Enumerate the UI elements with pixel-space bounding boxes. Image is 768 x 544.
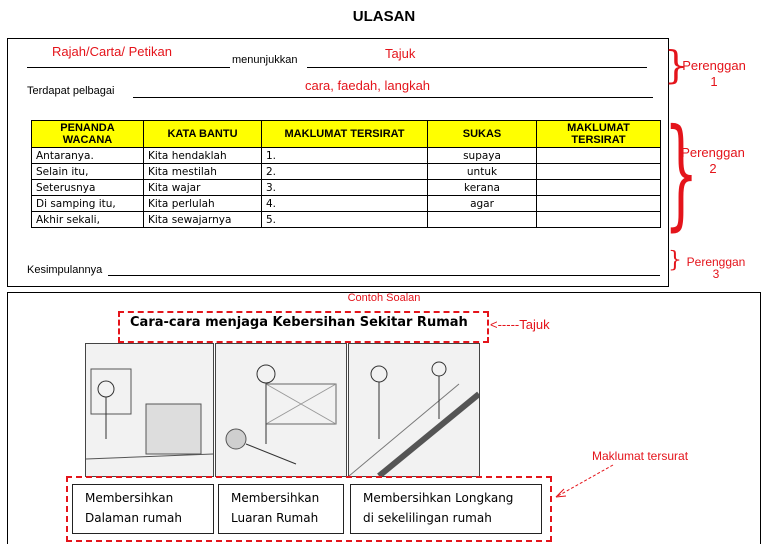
- brace-icon: }: [664, 43, 689, 87]
- cell: Kita perlulah: [144, 196, 262, 212]
- label-rajah: Rajah/Carta/ Petikan: [52, 44, 172, 59]
- table-row: [32, 180, 661, 196]
- blank-line: [108, 264, 660, 276]
- contoh-header: Contoh Soalan: [347, 292, 421, 304]
- cell: supaya: [428, 148, 537, 164]
- cell: [428, 212, 537, 228]
- cell: [537, 180, 661, 196]
- label-terdapat: Terdapat pelbagai: [27, 85, 115, 97]
- cell: [537, 164, 661, 180]
- table-row: [32, 212, 661, 228]
- cell: Antaranya.: [32, 148, 144, 164]
- topic-text: Cara-cara menjaga Kebersihan Sekitar Rumah: [130, 315, 468, 330]
- header-sukas: SUKAS: [428, 121, 537, 148]
- cell: [537, 212, 661, 228]
- pointer-arrow-icon: [548, 462, 618, 502]
- header-kata-bantu: KATA BANTU: [144, 121, 262, 148]
- header-maklumat: MAKLUMAT TERSIRAT: [262, 121, 428, 148]
- tajuk-arrow: <-----Tajuk: [490, 317, 550, 332]
- cell: kerana: [428, 180, 537, 196]
- header-maklumat-2: MAKLUMAT TERSIRAT: [537, 121, 661, 148]
- cell: Kita sewajarnya: [144, 212, 262, 228]
- perenggan-2: Perenggan 2: [681, 145, 745, 176]
- header-penanda: PENANDA WACANA: [32, 121, 144, 148]
- cell: [537, 196, 661, 212]
- card-luaran: Membersihkan Luaran Rumah: [218, 484, 344, 534]
- maklumat-label: Maklumat tersurat: [592, 449, 689, 463]
- perenggan-1: Perenggan 1: [682, 58, 746, 89]
- brace-icon: }: [664, 104, 699, 243]
- table-row: [32, 196, 661, 212]
- label-menunjukkan: menunjukkan: [232, 54, 298, 66]
- cell: 5.: [262, 212, 428, 228]
- illustration-yard: [215, 343, 347, 477]
- cell: Di samping itu,: [32, 196, 144, 212]
- cell: Akhir sekali,: [32, 212, 144, 228]
- cell: Kita hendaklah: [144, 148, 262, 164]
- blank-line: [307, 55, 647, 68]
- illustration-living-room: [85, 343, 214, 477]
- table-row: [32, 164, 661, 180]
- cell: 4.: [262, 196, 428, 212]
- card-dalaman: Membersihkan Dalaman rumah: [72, 484, 214, 534]
- cell: Kita wajar: [144, 180, 262, 196]
- cell: untuk: [428, 164, 537, 180]
- cell: 3.: [262, 180, 428, 196]
- perenggan-3: Perenggan 3: [686, 255, 746, 281]
- label-cara: cara, faedah, langkah: [305, 78, 431, 93]
- cell: Selain itu,: [32, 164, 144, 180]
- label-kesimpulan: Kesimpulannya: [27, 264, 103, 276]
- page-title: ULASAN: [352, 8, 416, 25]
- wacana-table: [31, 120, 661, 228]
- cell: Kita mestilah: [144, 164, 262, 180]
- label-tajuk: Tajuk: [385, 46, 416, 61]
- illustration-drain: [348, 343, 480, 477]
- cell: 2.: [262, 164, 428, 180]
- cell: [537, 148, 661, 164]
- brace-icon: }: [668, 248, 682, 273]
- card-longkang: Membersihkan Longkang di sekelilingan rumah: [350, 484, 542, 534]
- cell: 1.: [262, 148, 428, 164]
- cell: agar: [428, 196, 537, 212]
- cell: Seterusnya: [32, 180, 144, 196]
- table-row: [32, 148, 661, 164]
